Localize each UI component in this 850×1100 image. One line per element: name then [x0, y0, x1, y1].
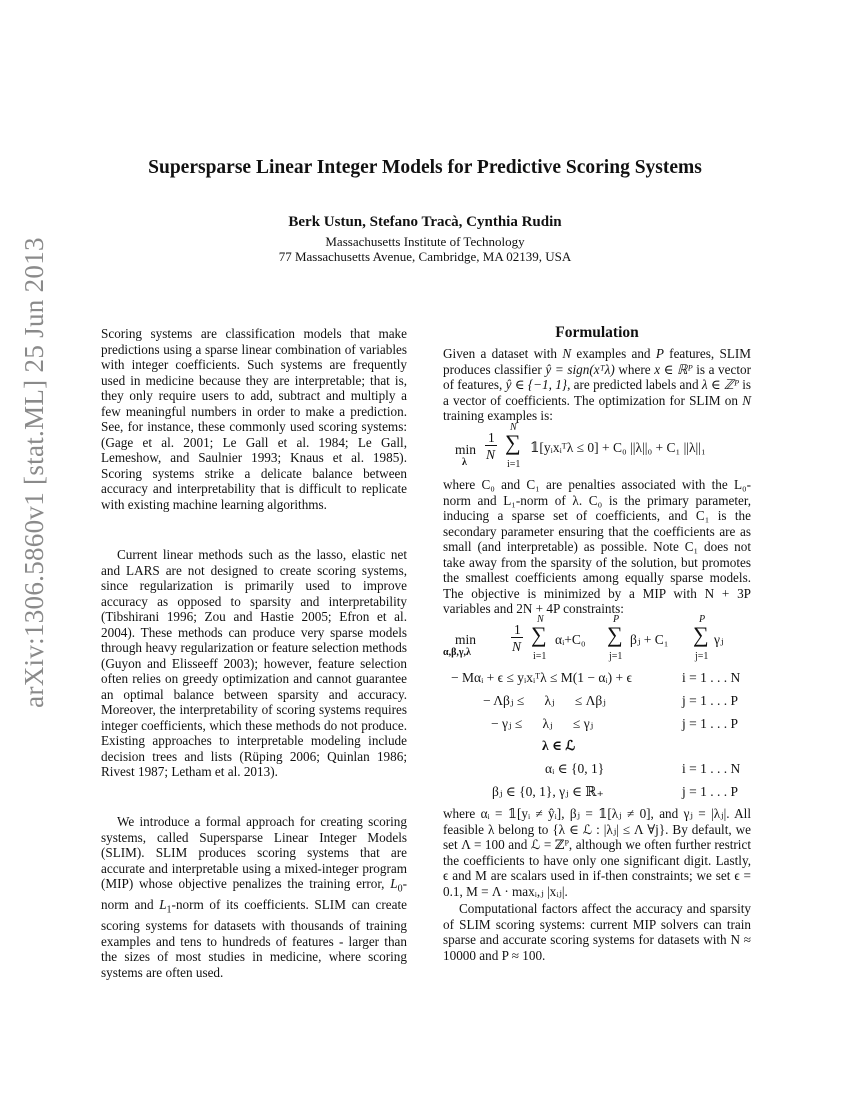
formulation-intro-paragraph: Given a dataset with N examples and P features, SLIM produces classifier ŷ = sign(xᵀλ) where x ∈ ℝᴾ is a vector of features, ŷ ∈ {−1, 1}, are predicted labels and λ ∈ ℤᴾ is a vector of coefficients. The optimization for SLIM on N training examples is: [443, 346, 752, 423]
abstract-paragraph-1: Scoring systems are classification models that make predictions using a sparse linear combination of variables with integer coefficients. Such systems are frequently used in medicine because they are interpretable; that is, they only require users to add, subtract and multiply a few meaningful numbers in order to make a prediction. See, for instance, these commonly used scoring systems: (Gage et al. 2001; Le Gall et al. 1984; Le Gall, Lemeshow, and Saulnier 1993; Knaus et al. 1985). Scoring systems strike a delicate balance between accuracy and interpretability that is difficult to replicate with existing machine learning algorithms. [101, 326, 407, 512]
mip-constraint-row: − Λβⱼ ≤ λⱼ ≤ Λβⱼ [483, 693, 606, 708]
left-column-p2 [101, 547, 407, 780]
affiliation-address: 77 Massachusetts Avenue, Cambridge, MA 02139, USA [278, 249, 572, 264]
mip-constraint-range: i = 1 . . . N [682, 670, 741, 685]
mip-constraint-range: j = 1 . . . P [682, 716, 738, 731]
mip-constraint-row: αᵢ ∈ {0, 1} [545, 761, 605, 776]
equation-objective: min λ 1 N N ∑ i=1 𝟙[yᵢxᵢᵀλ ≤ 0] + C₀ ||λ||₀ + C₁ ||λ||₁ [455, 422, 706, 470]
paper-title: Supersparse Linear Integer Models for Predictive Scoring Systems [148, 157, 702, 178]
paper-authors: Berk Ustun, Stefano Tracà, Cynthia Rudin [288, 214, 562, 230]
mip-explanation-paragraph: where αᵢ = 𝟙[yᵢ ≠ ŷᵢ], βⱼ = 𝟙[λⱼ ≠ 0], and γⱼ = |λⱼ|. All feasible λ belong to {λ ∈ ℒ : |λⱼ| ≤ Λ ∀j}. By default, we set Λ = 100 and ℒ = ℤᴾ, although we often further restrict the coefficients to have only one significant digit. Lastly, ϵ and M are scalars used in if-then constraints; we set ϵ = 0.1, M = Λ · maxᵢ,ⱼ |xᵢⱼ|. [443, 806, 751, 899]
mip-constraint-row: − Mαᵢ + ϵ ≤ yᵢxᵢᵀλ ≤ M(1 − αᵢ) + ϵ [451, 670, 632, 685]
mip-constraint-row: − γⱼ ≤ λⱼ ≤ γⱼ [491, 716, 594, 731]
abstract-paragraph-2: Current linear methods such as the lasso, elastic net and LARS are not designed to create scoring systems, since regularization is primarily used to improve accuracy as opposed to sparsity and interpretability (Tibshirani 1996; Zou and Hastie 2005; Efron et al. 2004). These methods can produce very sparse models through heavy regularization or feature selection methods (Guyon and Elisseeff 2003); however, feature selection often relies on greedy optimization and cannot guarantee an optimal balance between sparsity and accuracy. Moreover, the interpretability of scoring systems requires integer coefficients, which these methods do not produce. Existing approaches to interpretable modeling include decision trees and lists (Rüping 2006; Quinlan 1986; Rivest 1987; Letham et al. 2013). [101, 547, 407, 779]
arxiv-identifier: arXiv:1306.5860v1 [stat.ML] 25 Jun 2013 [18, 236, 49, 708]
computational-note [443, 901, 751, 963]
formulation-intro [443, 346, 751, 424]
mip-constraint-row: βⱼ ∈ {0, 1}, γⱼ ∈ ℝ₊ [492, 784, 604, 799]
formulation-explanation-paragraph: where C₀ and C₁ are penalties associated with the L₀-norm and L₁-norm of λ. C₀ is the primary parameter, inducing a sparse set of coefficients, and C₁ is the secondary parameter ensuring that the coefficients are as small (and interpretable) as possible. Note C₁ does not take away from the sparsity of the solution, but promotes the smallest coefficients among equally sparse models. The objective is minimized by a MIP with N + 3P variables and 2N + 4P constraints: [443, 477, 751, 616]
mip-explanation [443, 806, 751, 899]
mip-constraint-range: j = 1 . . . P [682, 784, 738, 799]
arxiv-sidebar [14, 236, 54, 708]
section-heading-formulation: Formulation [555, 324, 639, 341]
computational-paragraph: Computational factors affect the accuracy and sparsity of SLIM scoring systems: current MIP solvers can train sparse and accurate scoring systems for datasets with N ≈ 10000 and P ≈ 100. [443, 901, 751, 963]
abstract-paragraph-3: We introduce a formal approach for creating scoring systems, called Supersparse Linear Integer Models (SLIM). SLIM produces scoring systems that are accurate and interpretable using a mixed-integer program (MIP) whose objective penalizes the training error, $L_0$-norm and $L_1$-norm of its coefficients. SLIM can create scoring systems for datasets with thousands of training examples and tens to hundreds of features - larger than the sizes of most studies in medicine, where scoring systems are often used. [101, 814, 407, 980]
mip-constraint-range: i = 1 . . . N [682, 761, 741, 776]
mip-constraint-row: λ ∈ ℒ [542, 738, 576, 753]
left-column [101, 326, 407, 512]
formulation-explanation [443, 477, 751, 617]
equation-mip: min α,β,γ,λ 1 N N ∑ i=1 αᵢ+C₀ P ∑ j=1 βⱼ + C₁ P ∑ j=1 γⱼ − Mαᵢ + ϵ ≤ yᵢxᵢᵀλ ≤ M(1 − αᵢ) + ϵ i = 1 . . . N − Λβⱼ ≤ λⱼ ≤ Λβⱼ j = 1 . . . P − γⱼ ≤ λⱼ ≤ γⱼ j = 1 . . . P λ ∈ ℒ αᵢ ∈ {0, 1} i = 1 . . . N βⱼ ∈ {0, 1}, γⱼ ∈ ℝ₊ j = 1 . . . P [443, 614, 741, 799]
affiliation-institution: Massachusetts Institute of Technology [325, 234, 525, 249]
mip-constraint-range: j = 1 . . . P [682, 693, 738, 708]
left-column-p3 [101, 814, 407, 980]
